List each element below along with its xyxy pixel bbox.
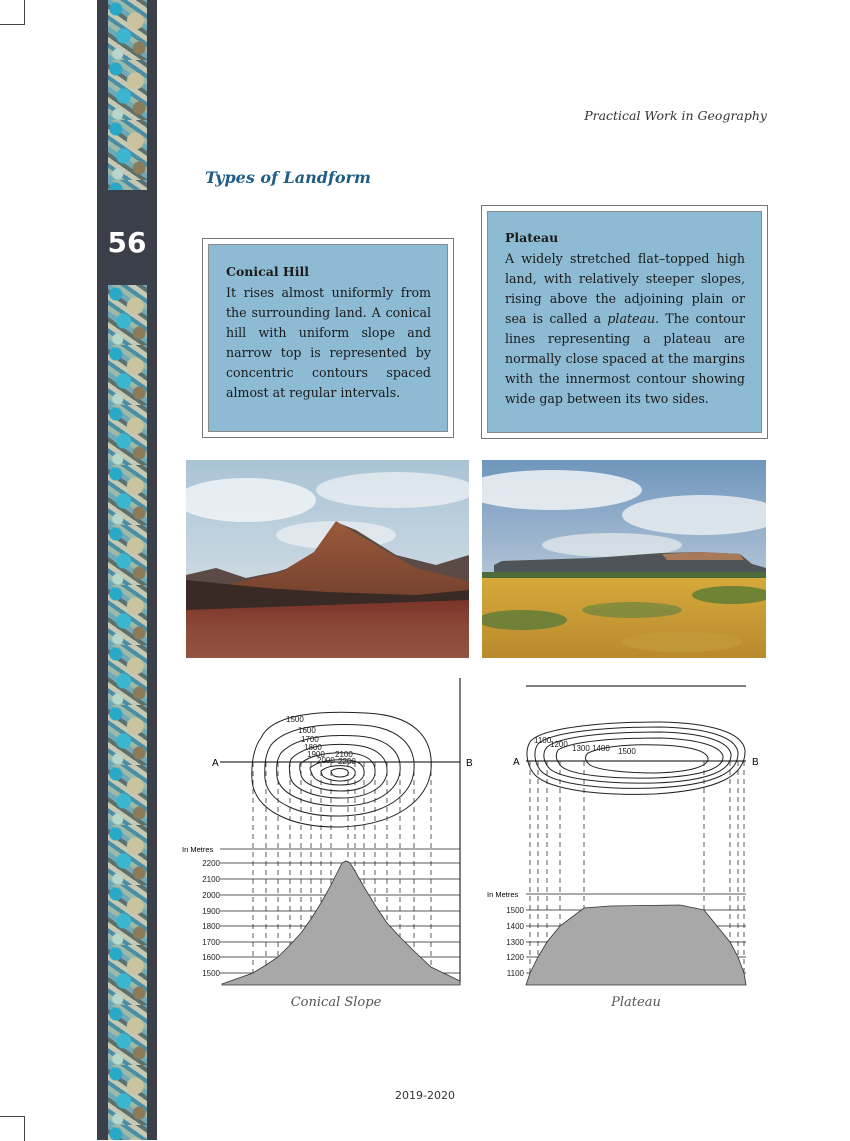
plateau-photo [482,460,766,658]
contour-label: 1900 [307,750,325,759]
conical-slope-caption: Conical Slope [290,995,382,1010]
unit-label: In Metres [182,845,214,854]
year-footer: 2019-2020 [395,1089,455,1102]
plateau-text: A widely stretched flat–topped high land, with relatively steeper slopes, rising above the adjoining plain or sea is called a plateau. The contour lines representing a plateau are normally close spaced at the margins with the innermost contour showing wide gap between its two sides. [505,251,745,406]
tick-label: 2200 [202,859,220,868]
tick-label: 2000 [202,891,220,900]
contour-label: 1700 [301,735,319,744]
plateau-box [481,205,768,439]
tick-label: 1500 [506,906,524,915]
contour-label: 1600 [298,726,316,735]
conical-hill-title: Conical Hill [226,264,309,279]
tick-label: 1500 [202,969,220,978]
plateau-profile [526,905,746,985]
conical-hill-box [202,238,454,438]
tick-label: 1300 [506,938,524,947]
page-number: 56 [107,226,147,259]
contour-label: 1300 [572,744,590,753]
point-b-label: B [752,757,759,768]
satellite-image-strip-bottom [108,285,147,1140]
tick-label: 1700 [202,938,220,947]
conical-hill-text: It rises almost uniformly from the surrounding land. A conical hill with uniform slope and narrow top is represented by concentric contours spaced almost at regular intervals. [226,285,431,400]
tick-label: 2100 [202,875,220,884]
tick-label: 1800 [202,922,220,931]
contour-label: 1200 [550,740,568,749]
plateau-title: Plateau [505,230,559,245]
tick-label: 1100 [506,969,524,978]
plateau-caption: Plateau [611,995,661,1010]
contour-label: 1400 [592,744,610,753]
tick-label: 1200 [506,953,524,962]
tick-label: 1900 [202,907,220,916]
contour-label: 2200 [338,757,356,766]
conical-hill-photo [186,460,469,658]
plateau-diagram [480,680,770,990]
running-header: Practical Work in Geography [584,108,767,123]
contour-label: 1500 [286,715,304,724]
section-title: Types of Landform [205,168,371,187]
satellite-image-strip-top [108,0,147,190]
contour-label: 2100 [335,750,353,759]
contour-label: 1100 [534,736,552,745]
point-a-label: A [513,757,520,768]
tick-label: 1400 [506,922,524,931]
contour-label: 2000 [317,756,335,765]
point-b-label: B [466,758,473,769]
crop-mark-bottom [0,1116,25,1141]
contour-label: 1800 [304,743,322,752]
conical-slope-diagram [176,675,476,990]
crop-mark-top [0,0,25,25]
unit-label: In Metres [487,890,519,899]
tick-label: 1600 [202,953,220,962]
contour-label: 1500 [618,747,636,756]
conical-profile [222,861,460,985]
point-a-label: A [212,758,219,769]
